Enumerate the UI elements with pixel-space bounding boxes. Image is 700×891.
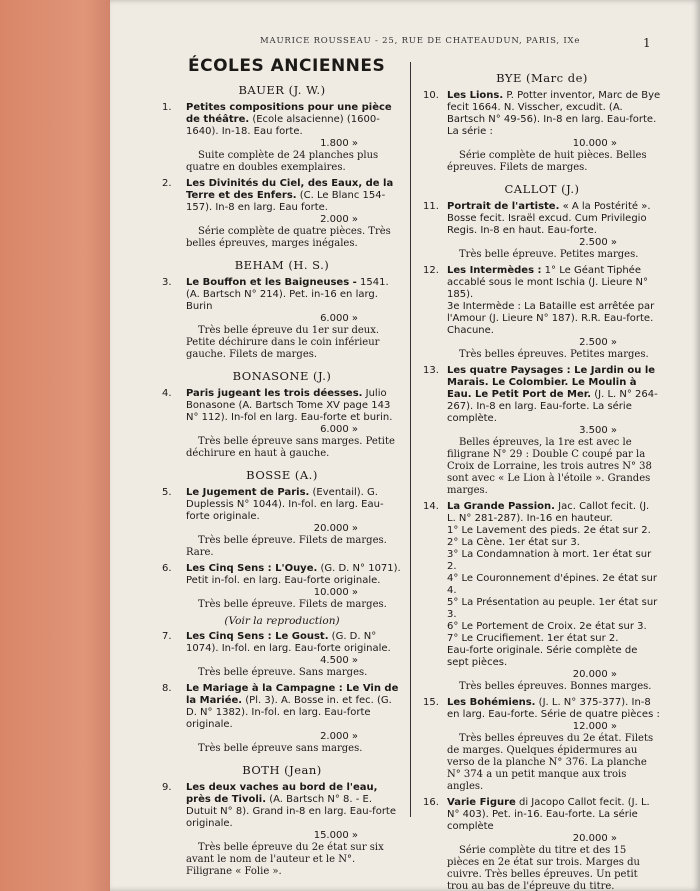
entry-description: Julio Bonasone (A. Bartsch Tome XV page 143 N° 112). In-fol en larg. Eau-forte et burin.: [186, 388, 393, 423]
entry-price: 10.000 »: [313, 587, 358, 598]
entry-note: Très belles épreuves. Petites marges.: [459, 349, 649, 360]
entry-description: (Pl. 3). A. Bosse in. et fec. (G. D. N° 1382). In-fol. en larg. Eau-forte originale.: [186, 695, 392, 730]
entry-price: 4.500 »: [320, 655, 358, 666]
artist-heading: CALLOT (J.): [504, 182, 580, 196]
entry-description: (J. L. N° 375-377). In-8 en larg. Eau-forte. Série de quatre pièces :: [447, 697, 660, 720]
entry-description: (A. Bartsch N° 8. - E. Dutuit N° 8). Grand in-8 en larg. Eau-forte originale.: [186, 794, 397, 829]
entry-title: Le Mariage à la Campagne : Le Vin de la Mariée.: [186, 683, 399, 706]
entry-note: Très belle épreuve du 1er sur deux. Petite déchirure dans le coin inférieur gauche. Filets de marges.: [186, 325, 380, 360]
entry-description: (J. L. N° 264-267). In-8 en larg. Eau-forte. La série complète.: [447, 389, 658, 424]
catalog-entry: [423, 201, 661, 261]
entry-description: « A la Postérité ». Bosse fecit. Israël excud. Cum Privilegio Regis. In-8 en haut. Eau-forte.: [447, 201, 651, 236]
entry-price: 12.000 »: [572, 721, 617, 732]
entry-number: 7.: [162, 631, 172, 642]
entry-note: Très belles épreuves. Bonnes marges.: [459, 681, 652, 692]
entry-subitem: 6° Le Portement de Croix. 2e état sur 3.: [447, 621, 647, 632]
catalog-entry: [423, 797, 661, 891]
entry-title: Le Bouffon et les Baigneuses -: [186, 277, 357, 288]
entry-number: 12.: [423, 265, 439, 276]
entry-price: 6.000 »: [320, 313, 358, 324]
entry-price: 1.800 »: [320, 138, 358, 149]
entry-description: 1° Le Géant Tiphée accablé sous le mont Ischia (J. Lieure N° 185).: [447, 265, 649, 300]
entry-price: 15.000 »: [313, 830, 358, 841]
entry-subitem: 1° Le Lavement des pieds. 2e état sur 2.: [447, 525, 651, 536]
catalog-entry: [423, 265, 661, 361]
entry-number: 16.: [423, 797, 439, 808]
entry-title: Les Cinq Sens : Le Goust.: [186, 631, 329, 642]
catalog-entry: [423, 90, 661, 174]
section-title: ÉCOLES ANCIENNES: [188, 56, 386, 76]
entry-title: Petites compositions pour une pièce de théâtre.: [186, 102, 392, 125]
entry-note: Très belle épreuve. Filets de marges.: [198, 599, 387, 610]
catalog-entry: [162, 388, 402, 460]
entry-title: Les quatre Paysages : Le Jardin ou le Marais. Le Colombier. Le Moulin à Eau. Le Petit Port de Mer.: [447, 365, 656, 400]
entry-description: Jac. Callot fecit. (J. L. N° 281-287). In-16 en hauteur.: [447, 501, 650, 524]
entry-note: Très belle épreuve. Filets de marges. Rare.: [186, 535, 387, 558]
entry-number: 15.: [423, 697, 439, 708]
catalog-entry: [423, 365, 661, 497]
entry-price: 2.000 »: [320, 731, 358, 742]
catalog-entry: [162, 683, 402, 755]
entry-number: 11.: [423, 201, 439, 212]
entry-note: Très belle épreuve sans marges. Petite déchirure en haut à gauche.: [186, 436, 395, 459]
catalog-entry: [162, 178, 402, 250]
entry-price: 2.500 »: [579, 237, 617, 248]
catalog-entry: [423, 501, 661, 693]
artist-heading: BOSSE (A.): [246, 468, 318, 482]
artist-heading: BOTH (Jean): [242, 763, 322, 777]
entry-description: (G. D. N° 1071). Petit in-fol. en larg. Eau-forte originale.: [186, 563, 401, 586]
entry-note: Très belle épreuve sans marges.: [198, 743, 363, 754]
entry-note: Très belle épreuve du 2e état sur six avant le nom de l'auteur et le N°. Filigrane « Folie ».: [186, 842, 384, 877]
artist-heading: BAUER (J. W.): [238, 83, 326, 97]
entry-note: Très belles épreuves du 2e état. Filets de marges. Quelques épidermures au verso de la planche N° 376. La planche N° 374 a un petit manque aux trois angles.: [447, 733, 654, 792]
entry-note: Belles épreuves, la 1re est avec le filigrane N° 29 : Double C coupé par la Croix de Lorraine, les trois autres N° 38 sont avec « Le Lion à l'étoile ». Grandes marges.: [447, 437, 652, 496]
entry-price: 20.000 »: [572, 833, 617, 844]
entry-description: (Ecole alsacienne) (1600-1640). In-18. Eau forte.: [186, 114, 380, 137]
entry-number: 2.: [162, 178, 172, 189]
page-number: 1: [643, 36, 651, 50]
running-header: MAURICE ROUSSEAU - 25, RUE DE CHATEAUDUN, PARIS, IXe: [260, 36, 581, 46]
entry-title: Paris jugeant les trois déesses.: [186, 388, 363, 399]
entry-price: 3.500 »: [579, 425, 617, 436]
entry-title: Les Bohémiens.: [447, 697, 536, 708]
right-column: [423, 60, 661, 891]
entry-note: Suite complète de 24 planches plus quatre en doubles exemplaires.: [186, 150, 379, 173]
column-divider: [410, 62, 411, 817]
entry-description: di Jacopo Callot fecit. (J. L. N° 403). Pet. in-16. Eau-forte. La série complète: [447, 797, 650, 832]
entry-title: Les Intermèdes :: [447, 265, 542, 276]
entry-title: Le Jugement de Paris.: [186, 487, 310, 498]
entry-description: 1541. (A. Bartsch N° 214). Pet. in-16 en larg. Burin: [186, 277, 389, 312]
entry-note: Série complète du titre et des 15 pièces en 2e état sur trois. Marges du cuivre. Très belles épreuves. Un petit trou au bas de l'épreuve du titre.: [447, 845, 640, 891]
entry-number: 6.: [162, 563, 172, 574]
entry-title: Les Divinités du Ciel, des Eaux, de la Terre et des Enfers.: [186, 178, 394, 201]
entry-price: 2.000 »: [320, 214, 358, 225]
entry-title: Les deux vaches au bord de l'eau, près de Tivoli.: [186, 782, 378, 805]
catalog-entry: [162, 277, 402, 361]
entry-subitem: 5° La Présentation au peuple. 1er état sur 3.: [447, 597, 658, 620]
entry-description: (Eventail). G. Duplessis N° 1044). In-fol. en larg. Eau-forte originale.: [186, 487, 384, 522]
catalog-entry: [162, 782, 402, 878]
entry-number: 14.: [423, 501, 439, 512]
entry-number: 8.: [162, 683, 172, 694]
entry-note: Très belle épreuve. Sans marges.: [198, 667, 368, 678]
entry-subitem: 4° Le Couronnement d'épines. 2e état sur 4.: [447, 573, 657, 596]
catalog-entry: [162, 102, 402, 174]
entry-price: 10.000 »: [572, 138, 617, 149]
entry-price: 6.000 »: [320, 424, 358, 435]
entry-note: Série complète de huit pièces. Belles épreuves. Filets de marges.: [447, 150, 647, 173]
catalog-page: [110, 0, 700, 891]
catalog-entry: [162, 631, 402, 679]
catalog-entry: [423, 697, 661, 793]
artist-heading: BEHAM (H. S.): [234, 258, 330, 272]
entry-subitem: 3° La Condamnation à mort. 1er état sur 2.: [447, 549, 652, 572]
artist-heading: BONASONE (J.): [232, 369, 332, 383]
entry-note: Série complète de quatre pièces. Très belles épreuves, marges inégales.: [186, 226, 391, 249]
entry-subitem: Eau-forte originale. Série complète de sept pièces.: [447, 645, 638, 668]
catalog-entry: [162, 563, 402, 611]
catalog-cover-edge: [0, 0, 122, 891]
entry-title: La Grande Passion.: [447, 501, 555, 512]
entry-title: Les Lions.: [447, 90, 504, 101]
entry-number: 5.: [162, 487, 172, 498]
entry-description: (G. D. N° 1074). In-fol. en larg. Eau-forte originale.: [186, 631, 391, 654]
reproduction-note: (Voir la reproduction): [224, 615, 340, 627]
entry-subitem: 7° Le Crucifiement. 1er état sur 2.: [447, 633, 619, 644]
entry-subitem: 2° La Cène. 1er état sur 3.: [447, 537, 580, 548]
entry-subitem: 3e Intermède : La Bataille est arrêtée par l'Amour (J. Lieure N° 187). R.R. Eau-forte. Chacune.: [447, 301, 655, 336]
entry-number: 13.: [423, 365, 439, 376]
entry-price: 20.000 »: [313, 523, 358, 534]
entry-description: P. Potter inventor, Marc de Bye fecit 1664. N. Visscher, excudit. (A. Bartsch N° 49-56). In-8 en larg. Eau-forte. La série :: [447, 90, 661, 137]
entry-description: (C. Le Blanc 154-157). In-8 en larg. Eau forte.: [186, 190, 386, 213]
entry-title: Les Cinq Sens : L'Ouye.: [186, 563, 318, 574]
entry-number: 9.: [162, 782, 172, 793]
entry-price: 2.500 »: [579, 337, 617, 348]
entry-number: 3.: [162, 277, 172, 288]
artist-heading: BYE (Marc de): [496, 71, 588, 85]
entry-title: Portrait de l'artiste.: [447, 201, 560, 212]
left-column: [162, 56, 402, 882]
entry-number: 4.: [162, 388, 172, 399]
entry-number: 10.: [423, 90, 439, 101]
entry-price: 20.000 »: [572, 669, 617, 680]
entry-number: 1.: [162, 102, 172, 113]
entry-title: Varie Figure: [447, 797, 516, 808]
catalog-entry: [162, 487, 402, 559]
entry-note: Très belle épreuve. Petites marges.: [459, 249, 639, 260]
